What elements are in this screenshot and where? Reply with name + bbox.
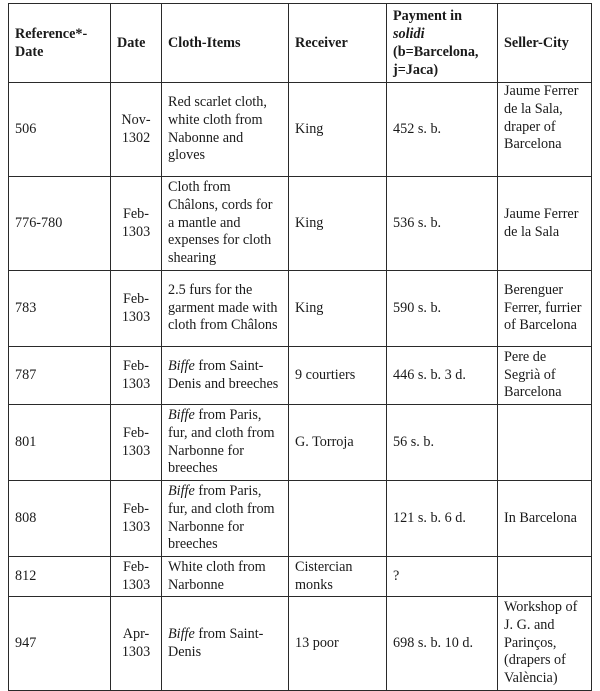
table-header-row	[9, 4, 592, 83]
cell-seller-city	[498, 557, 592, 597]
table-row	[9, 557, 592, 597]
cell-cloth-items	[162, 405, 289, 481]
cell-payment: 56 s. b.	[387, 405, 498, 481]
cell-reference: 776-780	[9, 177, 111, 271]
cell-items-italic: Biffe	[168, 482, 195, 499]
cell-reference: 947	[9, 597, 111, 691]
cell-date: Feb-1303	[111, 481, 162, 557]
cell-seller-city	[498, 405, 592, 481]
cell-date: Nov-1302	[111, 83, 162, 177]
cell-date: Feb-1303	[111, 405, 162, 481]
cell-reference: 808	[9, 481, 111, 557]
cell-date: Apr-1303	[111, 597, 162, 691]
cell-payment: 536 s. b.	[387, 177, 498, 271]
cell-receiver: G. Torroja	[289, 405, 387, 481]
cell-receiver: 9 courtiers	[289, 347, 387, 405]
cell-seller-city: Berenguer Ferrer, furrier of Barcelona	[498, 271, 592, 347]
header-receiver: Receiver	[289, 4, 387, 83]
cell-date: Feb-1303	[111, 177, 162, 271]
table-row	[9, 405, 592, 481]
cell-receiver: 13 poor	[289, 597, 387, 691]
cell-payment: 590 s. b.	[387, 271, 498, 347]
cell-receiver: King	[289, 271, 387, 347]
cell-items-text: from Paris, fur, and cloth from Narbonne for breeches	[168, 482, 275, 553]
cell-payment: ?	[387, 557, 498, 597]
cell-items-text: Cloth from Châlons, cords for a mantle and expenses for cloth shearing	[168, 179, 273, 267]
table-row	[9, 271, 592, 347]
cell-items-italic: Biffe	[168, 406, 195, 423]
table-row	[9, 177, 592, 271]
cell-seller-city: In Barcelona	[498, 481, 592, 557]
cell-cloth-items	[162, 177, 289, 271]
cell-cloth-items	[162, 481, 289, 557]
table-row	[9, 347, 592, 405]
cell-date: Feb-1303	[111, 271, 162, 347]
cell-reference: 783	[9, 271, 111, 347]
cell-date: Feb-1303	[111, 347, 162, 405]
cell-items-text: from Paris, fur, and cloth from Narbonne for breeches	[168, 406, 275, 477]
cell-reference: 506	[9, 83, 111, 177]
table-row	[9, 597, 592, 691]
cell-payment: 121 s. b. 6 d.	[387, 481, 498, 557]
cell-reference: 801	[9, 405, 111, 481]
cell-payment: 446 s. b. 3 d.	[387, 347, 498, 405]
cell-receiver: King	[289, 177, 387, 271]
cloth-purchases-table	[8, 3, 592, 691]
cell-cloth-items	[162, 347, 289, 405]
cell-payment: 698 s. b. 10 d.	[387, 597, 498, 691]
cell-cloth-items	[162, 271, 289, 347]
cell-cloth-items	[162, 83, 289, 177]
cell-cloth-items	[162, 597, 289, 691]
cell-receiver	[289, 481, 387, 557]
cell-items-text: 2.5 furs for the garment made with cloth from Châlons	[168, 281, 278, 334]
cell-payment: 452 s. b.	[387, 83, 498, 177]
cell-items-text: Red scarlet cloth, white cloth from Nabonne and gloves	[168, 93, 267, 164]
cell-items-text: White cloth from Narbonne	[168, 558, 266, 593]
document-page	[8, 3, 592, 691]
cell-seller-city: Workshop of J. G. and Parinços, (drapers of València)	[498, 597, 592, 691]
cell-items-italic: Biffe	[168, 625, 195, 642]
cell-reference: 787	[9, 347, 111, 405]
header-cloth-items: Cloth-Items	[162, 4, 289, 83]
cell-date: Feb-1303	[111, 557, 162, 597]
table-row	[9, 481, 592, 557]
cell-reference: 812	[9, 557, 111, 597]
cell-items-italic: Biffe	[168, 357, 195, 374]
cell-items-text: from Saint-Denis	[168, 625, 264, 660]
header-payment-unit: solidi	[393, 26, 425, 42]
header-date: Date	[111, 4, 162, 83]
cell-receiver: Cistercian monks	[289, 557, 387, 597]
header-seller-city: Seller-City	[498, 4, 592, 83]
header-payment-legend: (b=Barcelona, j=Jaca)	[393, 44, 479, 78]
cell-receiver: King	[289, 83, 387, 177]
table-row	[9, 83, 592, 177]
cell-seller-city: Jaume Ferrer de la Sala, draper of Barcelona	[498, 83, 592, 177]
header-payment-line1: Payment in	[393, 8, 462, 24]
cell-seller-city: Pere de Segrià of Barcelona	[498, 347, 592, 405]
header-payment	[387, 4, 498, 83]
cell-cloth-items	[162, 557, 289, 597]
header-reference: Reference*-Date	[9, 4, 111, 83]
cell-seller-city: Jaume Ferrer de la Sala	[498, 177, 592, 271]
cell-items-text: from Saint-Denis and breeches	[168, 357, 279, 392]
